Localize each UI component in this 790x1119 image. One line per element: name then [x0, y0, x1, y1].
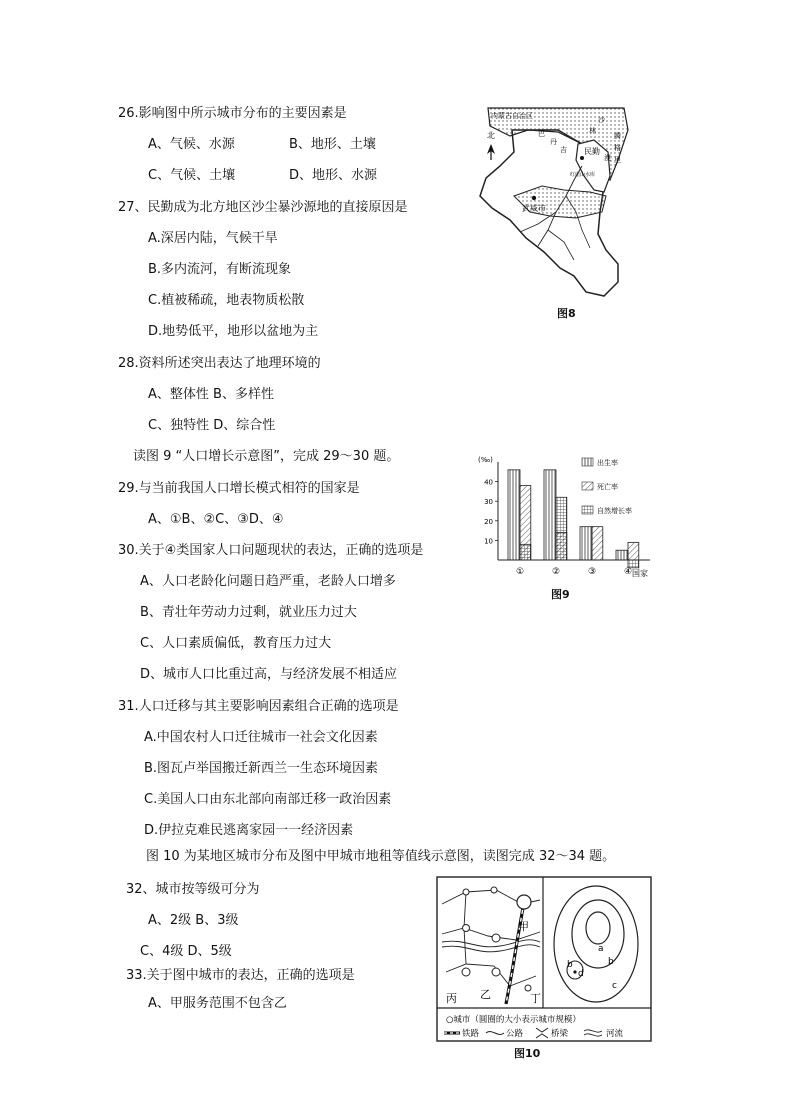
- q26-stem: 26.影响图中所示城市分布的主要因素是: [118, 106, 347, 121]
- legend-death: 死亡率: [597, 483, 618, 491]
- fig9-x-label: 国家: [632, 569, 648, 578]
- fig8-label-ji: 吉: [560, 146, 567, 154]
- q31-option-a: A.中国农村人口迁往城市一社会文化因素: [144, 730, 378, 745]
- fig9-category-label: ②: [551, 567, 561, 577]
- fig10-legend-bridge: 桥梁: [551, 1029, 569, 1039]
- legend-natural-swatch: [582, 506, 593, 514]
- city-jia: 甲: [518, 920, 529, 933]
- q31-option-c: C.美国人口由东北部向南部迁移一政治因素: [144, 792, 392, 807]
- q27-option-b: B.多内流河，有断流现象: [148, 262, 292, 277]
- q30-option-d: D、城市人口比重过高，与经济发展不相适应: [140, 667, 398, 682]
- q31-option-b: B.图瓦卢举国搬迁新西兰一生态环境因素: [144, 761, 379, 776]
- bar-birth: [544, 470, 556, 560]
- fig8-region-label: 内蒙古自治区: [491, 112, 533, 120]
- q27-option-a: A.深居内陆，气候干旱: [148, 231, 278, 246]
- q28-options-ab: A、整体性 B、多样性: [148, 387, 274, 402]
- q26-option-d: D、地形、水源: [289, 168, 378, 183]
- fig10-legend-road: 公路: [506, 1029, 524, 1039]
- fig8-label-ge: 格: [614, 144, 621, 152]
- q30-option-c: C、人口素质偏低，教育压力过大: [140, 636, 332, 651]
- q30-option-b: B、青壮年劳动力过剩，就业压力过大: [140, 605, 357, 620]
- ring-d: d: [578, 969, 584, 979]
- legend-natural: 自然增长率: [597, 507, 632, 515]
- fig9-y-tick-label: 40: [484, 478, 493, 487]
- bar-birth: [616, 550, 628, 560]
- city-bing: 丙: [446, 992, 457, 1005]
- city-ding: 丁: [530, 992, 541, 1005]
- q28-options-cd: C、独特性 D、综合性: [148, 418, 276, 433]
- fig10-legend-rail: 铁路: [462, 1029, 480, 1039]
- q26-option-b: B、地形、土壤: [289, 137, 376, 152]
- q27-stem: 27、民勤成为北方地区沙尘暴沙源地的直接原因是: [118, 200, 408, 215]
- fig9-caption: 图9: [551, 588, 570, 601]
- legend-death-swatch: [582, 482, 593, 490]
- fig8-label-teng: 腾: [614, 132, 621, 140]
- q32-options-ab: A、2级 B、3级: [148, 913, 239, 928]
- q28-stem: 28.资料所述突出表达了地理环境的: [118, 356, 321, 371]
- q26-option-c: C、气候、土壤: [148, 168, 236, 183]
- ring-a: a: [598, 944, 604, 954]
- fig9-category-label: ①: [515, 567, 525, 577]
- bar-birth: [508, 470, 520, 560]
- fig8-label-mo: 漠: [604, 154, 611, 162]
- q29-stem: 29.与当前我国人口增长模式相符的国家是: [118, 481, 360, 496]
- q27-option-d: D.地势低平，地形以盆地为主: [148, 324, 319, 339]
- intro-fig10: 图 10 为某地区城市分布及图中甲城市地租等值线示意图，读图完成 32～34 题。: [146, 849, 616, 864]
- fig8-label-lin: 林: [589, 127, 596, 135]
- q32-stem: 32、城市按等级可分为: [126, 882, 260, 897]
- q31-stem: 31.人口迁移与其主要影响因素组合正确的选项是: [118, 699, 399, 714]
- fig8-label-dan: 丹: [550, 138, 557, 146]
- q27-option-c: C.植被稀疏，地表物质松散: [148, 293, 305, 308]
- q30-option-a: A、人口老龄化问题日趋严重，老龄人口增多: [140, 574, 396, 589]
- fig9-category-label: ③: [587, 567, 597, 577]
- q29-options: A、①B、②C、③D、④: [148, 512, 284, 527]
- q30-stem: 30.关于④类国家人口问题现状的表达，正确的选项是: [118, 543, 424, 558]
- fig8-label-sha: 沙: [598, 116, 605, 124]
- ring-c: c: [612, 981, 617, 991]
- fig8-label-reservoir: 红崖山水库: [570, 172, 596, 178]
- q33-stem: 33.关于图中城市的表达，正确的选项是: [126, 968, 355, 983]
- fig10-map: [436, 876, 652, 1042]
- fig8-caption: 图8: [557, 307, 576, 320]
- fig9-category-label: ④: [623, 567, 633, 577]
- fig9-y-tick-label: 10: [484, 537, 493, 546]
- fig8-label-li: 里: [614, 156, 621, 164]
- fig8-map: [478, 100, 640, 305]
- fig9-y-tick-label: 20: [484, 517, 493, 526]
- fig8-label-ba: 巴: [538, 130, 545, 138]
- fig8-north-label: 北: [487, 131, 495, 140]
- bar-death: [592, 527, 603, 560]
- ring-b1: b: [608, 957, 614, 967]
- bar-birth: [580, 527, 592, 560]
- fig8-label-minqin: 民勤: [584, 147, 600, 156]
- intro-fig9: 读图 9 “人口增长示意图”，完成 29～30 题。: [133, 449, 400, 464]
- q26-option-a: A、气候、水源: [148, 137, 235, 152]
- fig10-legend-river: 河流: [606, 1029, 624, 1039]
- fig10-legend-cities: ○城市（圆圈的大小表示城市规模）: [446, 1015, 581, 1025]
- q32-options-cd: C、4级 D、5级: [140, 944, 232, 959]
- fig9-y-tick-label: 30: [484, 498, 493, 507]
- fig8-label-wuwei: 武威市: [522, 204, 546, 213]
- fig10-caption: 图10: [514, 1047, 541, 1060]
- city-yi: 乙: [480, 988, 491, 1001]
- bar-natural: [520, 544, 531, 560]
- fig9-unit: (‰): [478, 456, 493, 464]
- q31-option-d: D.伊拉克难民逃离家园一一经济因素: [144, 823, 354, 838]
- legend-birth: 出生率: [597, 459, 618, 467]
- ring-b2: b: [567, 960, 573, 970]
- legend-birth-swatch: [582, 458, 593, 466]
- bar-death: [628, 542, 639, 560]
- fig9-chart: [470, 452, 670, 584]
- bar-natural: [556, 497, 567, 560]
- q33-option-a: A、甲服务范围不包含乙: [148, 996, 287, 1011]
